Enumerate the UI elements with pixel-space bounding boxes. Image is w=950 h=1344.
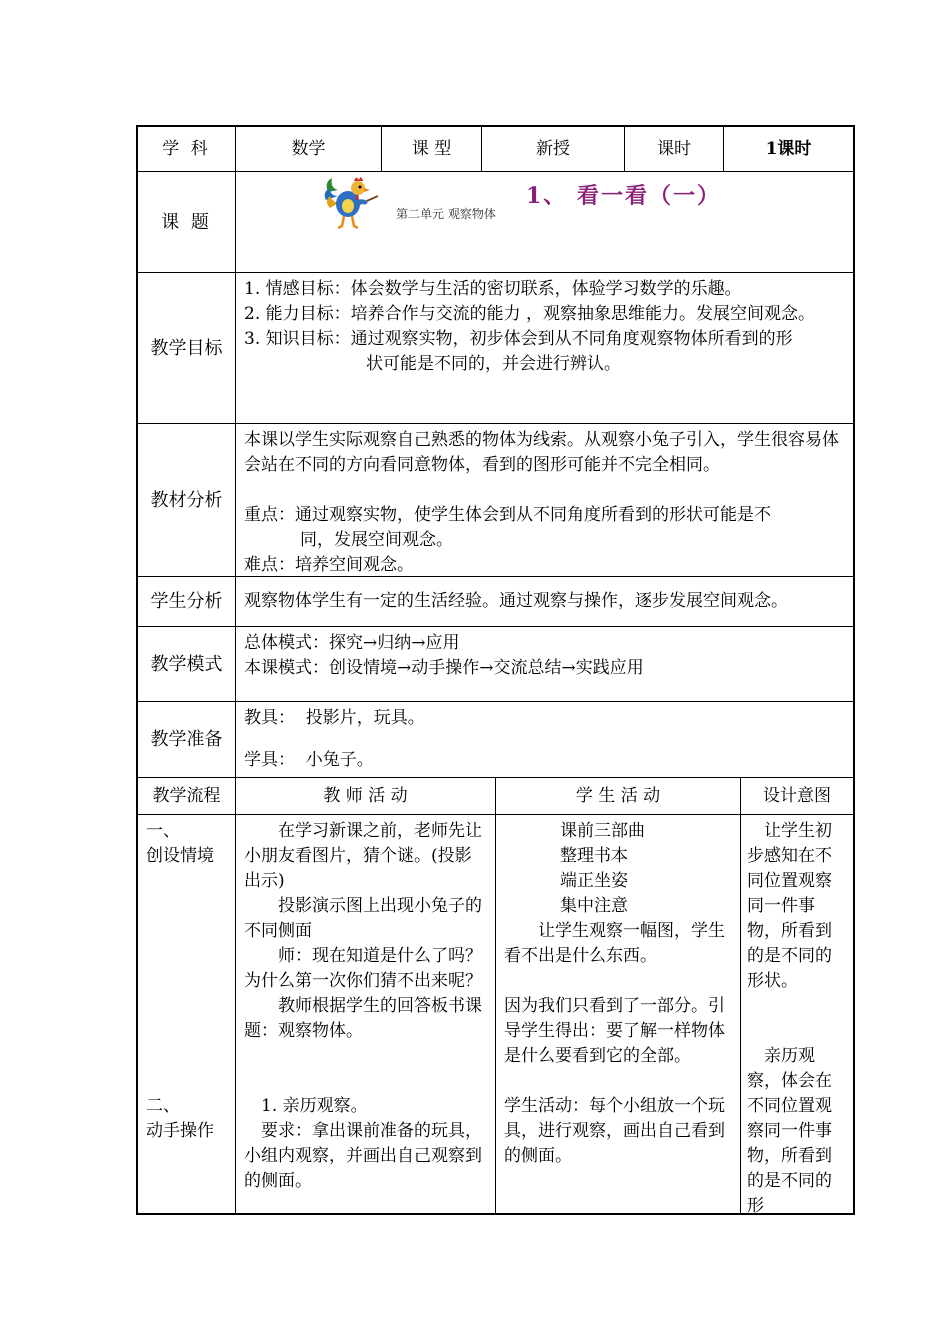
lesson-plan-table bbox=[136, 125, 855, 1215]
analysis-paragraph: 本课以学生实际观察自己熟悉的物体为线索。从观察小兔子引入，学生很容易体会站在不同的方向看同意物体，看到的图形可能并不完全相同。 bbox=[244, 430, 839, 475]
design-intent bbox=[741, 815, 853, 1216]
goals-label: 教学目标 bbox=[138, 273, 236, 423]
analysis-key-point-cont: 同，发展空间观念。 bbox=[300, 530, 453, 550]
goal-ability: 2. 能力目标：培养合作与交流的能力 ，观察抽象思维能力。发展空间观念。 bbox=[244, 304, 816, 324]
student-p7: 学生活动：每个小组放一个玩具，进行观察，画出自己看到的侧面。 bbox=[504, 1096, 725, 1166]
subject-value: 数学 bbox=[236, 127, 382, 171]
flow-header-student: 学 生 活 动 bbox=[496, 778, 741, 814]
preparation-label: 教学准备 bbox=[138, 702, 236, 777]
teacher-activity bbox=[236, 815, 496, 1213]
student-tools: 学具： 小兔子。 bbox=[244, 750, 374, 770]
title-label: 课 题 bbox=[138, 172, 236, 272]
goals-content bbox=[236, 273, 853, 423]
student-p5: 让学生观察一幅图，学生看不出是什么东西。 bbox=[504, 921, 725, 966]
student-l4: 集中注意 bbox=[560, 896, 628, 916]
analysis-content bbox=[236, 424, 853, 576]
rooster-icon bbox=[322, 174, 382, 230]
teacher-p5: 1. 亲历观察。 bbox=[261, 1096, 368, 1116]
analysis-row bbox=[136, 424, 855, 577]
goal-knowledge: 3. 知识目标：通过观察实物，初步体会到从不同角度观察物体所看到的形 bbox=[244, 329, 793, 349]
stage1-name: 创设情境 bbox=[146, 846, 214, 866]
period-label: 课时 bbox=[625, 127, 724, 171]
stage1-number: 一、 bbox=[146, 821, 180, 841]
teaching-mode-label: 教学模式 bbox=[138, 627, 236, 701]
analysis-difficulty: 难点：培养空间观念。 bbox=[244, 555, 414, 575]
teacher-p2: 投影演示图上出现小兔子的不同侧面 bbox=[244, 896, 482, 941]
teacher-tools: 教具： 投影片，玩具。 bbox=[244, 708, 425, 728]
lesson-mode: 本课模式：创设情境→动手操作→交流总结→实践应用 bbox=[244, 658, 644, 678]
flow-header-process: 教学流程 bbox=[138, 778, 236, 814]
student-activity bbox=[496, 815, 741, 1213]
intent-p1: 让学生初步感知在不同位置观察同一件事物，所看到的是不同的形状。 bbox=[747, 821, 832, 991]
student-analysis-row bbox=[136, 577, 855, 627]
flow-header-row bbox=[136, 778, 855, 815]
stage2-name: 动手操作 bbox=[146, 1121, 214, 1141]
type-label: 课 型 bbox=[382, 127, 482, 171]
student-p6: 因为我们只看到了一部分。引导学生得出：要了解一样物体是什么要看到它的全部。 bbox=[504, 996, 725, 1066]
student-l1: 课前三部曲 bbox=[560, 821, 645, 841]
intent-p2: 亲历观察，体会在不同位置观察同一件事物，所看到的是不同的形 bbox=[747, 1046, 832, 1216]
teacher-p4: 教师根据学生的回答板书课题：观察物体。 bbox=[244, 996, 482, 1041]
student-l2: 整理书本 bbox=[560, 846, 628, 866]
analysis-label: 教材分析 bbox=[138, 424, 236, 576]
period-value: 1课时 bbox=[765, 138, 812, 159]
preparation-content bbox=[236, 702, 853, 777]
goal-knowledge-cont: 状可能是不同的，并会进行辨认。 bbox=[366, 354, 621, 374]
goal-emotion: 1. 情感目标：体会数学与生活的密切联系，体验学习数学的乐趣。 bbox=[244, 279, 742, 299]
lesson-title: 1、 看一看（一） bbox=[526, 183, 721, 209]
teacher-p1: 在学习新课之前，老师先让小朋友看图片，猜个谜。(投影出示) bbox=[244, 821, 482, 891]
unit-title: 第二单元 观察物体 bbox=[396, 207, 496, 221]
flow-body-row bbox=[136, 815, 855, 1215]
teacher-p3: 师：现在知道是什么了吗？为什么第一次你们猜不出来呢？ bbox=[244, 946, 482, 991]
stage2-number: 二、 bbox=[146, 1096, 180, 1116]
teaching-mode-row bbox=[136, 627, 855, 702]
teaching-mode-content bbox=[236, 627, 853, 701]
type-value: 新授 bbox=[482, 127, 625, 171]
flow-stages bbox=[138, 815, 236, 1213]
header-row bbox=[136, 125, 855, 172]
preparation-row bbox=[136, 702, 855, 778]
overall-mode: 总体模式：探究→归纳→应用 bbox=[244, 633, 460, 653]
analysis-key-point: 重点：通过观察实物，使学生体会到从不同角度所看到的形状可能是不 bbox=[244, 505, 771, 525]
title-content bbox=[236, 172, 853, 272]
flow-header-teacher: 教 师 活 动 bbox=[236, 778, 496, 814]
teacher-p6: 要求：拿出课前准备的玩具，小组内观察，并画出自己观察到的侧面。 bbox=[244, 1121, 482, 1191]
student-analysis-text: 观察物体学生有一定的生活经验。通过观察与操作，逐步发展空间观念。 bbox=[244, 591, 788, 611]
goals-row bbox=[136, 273, 855, 424]
title-row bbox=[136, 172, 855, 273]
subject-label: 学 科 bbox=[138, 127, 236, 171]
student-l3: 端正坐姿 bbox=[560, 871, 628, 891]
flow-header-intent: 设计意图 bbox=[763, 785, 831, 806]
student-analysis-label: 学生分析 bbox=[138, 577, 236, 626]
